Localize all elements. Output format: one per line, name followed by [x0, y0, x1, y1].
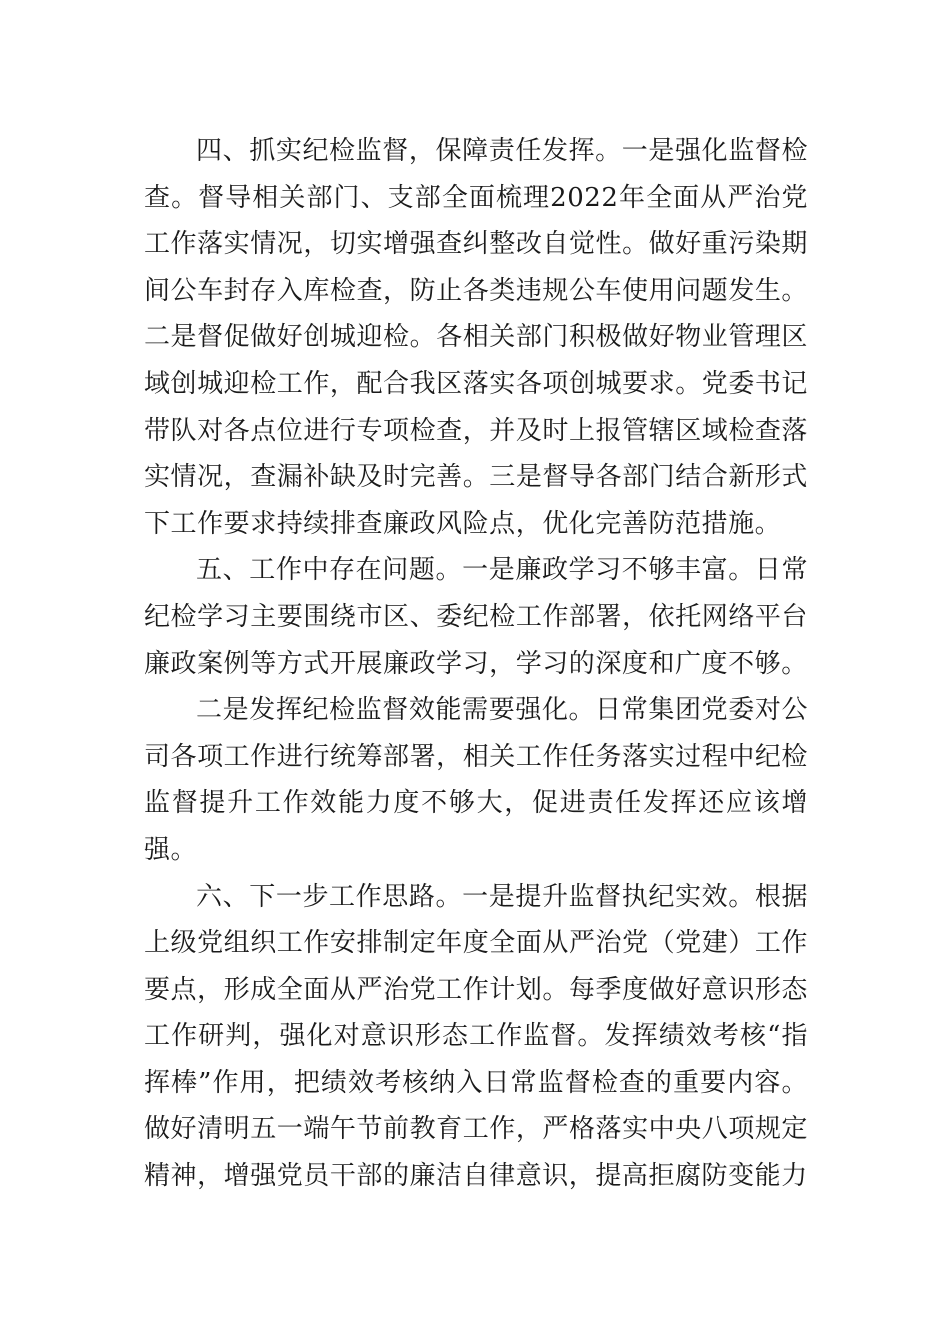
paragraph-next-steps: 六、下一步工作思路。一是提升监督执纪实效。根据上级党组织工作安排制定年度全面从严治党（党建）工作要点，形成全面从严治党工作计划。每季度做好意识形态工作研判，强化对意识形态工作监督。发挥绩效考核“指挥棒”作用，把绩效考核纳入日常监督检查的重要内容。做好清明五一端午节前教育工作，严格落实中央八项规定精神，增强党员干部的廉洁自律意识，提高拒腐防变能力	[144, 881, 808, 1192]
paragraph-problems: 五、工作中存在问题。一是廉政学习不够丰富。日常纪检学习主要围绕市区、委纪检工作部署，依托网络平台廉政案例等方式开展廉政学习，学习的深度和广度不够。	[144, 555, 808, 679]
paragraph-efficiency: 二是发挥纪检监督效能需要强化。日常集团党委对公司各项工作进行统筹部署，相关工作任务落实过程中纪检监督提升工作效能力度不够大，促进责任发挥还应该增强。	[144, 695, 808, 865]
paragraph-supervision: 四、抓实纪检监督，保障责任发挥。一是强化监督检查。督导相关部门、支部全面梳理2022年全面从严治党工作落实情况，切实增强查纠整改自觉性。做好重污染期间公车封存入库检查，防止各类违规公车使用问题发生。二是督促做好创城迎检。各相关部门积极做好物业管理区域创城迎检工作，配合我区落实各项创城要求。党委书记带队对各点位进行专项检查，并及时上报管辖区域检查落实情况，查漏补缺及时完善。三是督导各部门结合新形式下工作要求持续排查廉政风险点，优化完善防范措施。	[144, 136, 808, 539]
document-body	[144, 128, 808, 1200]
